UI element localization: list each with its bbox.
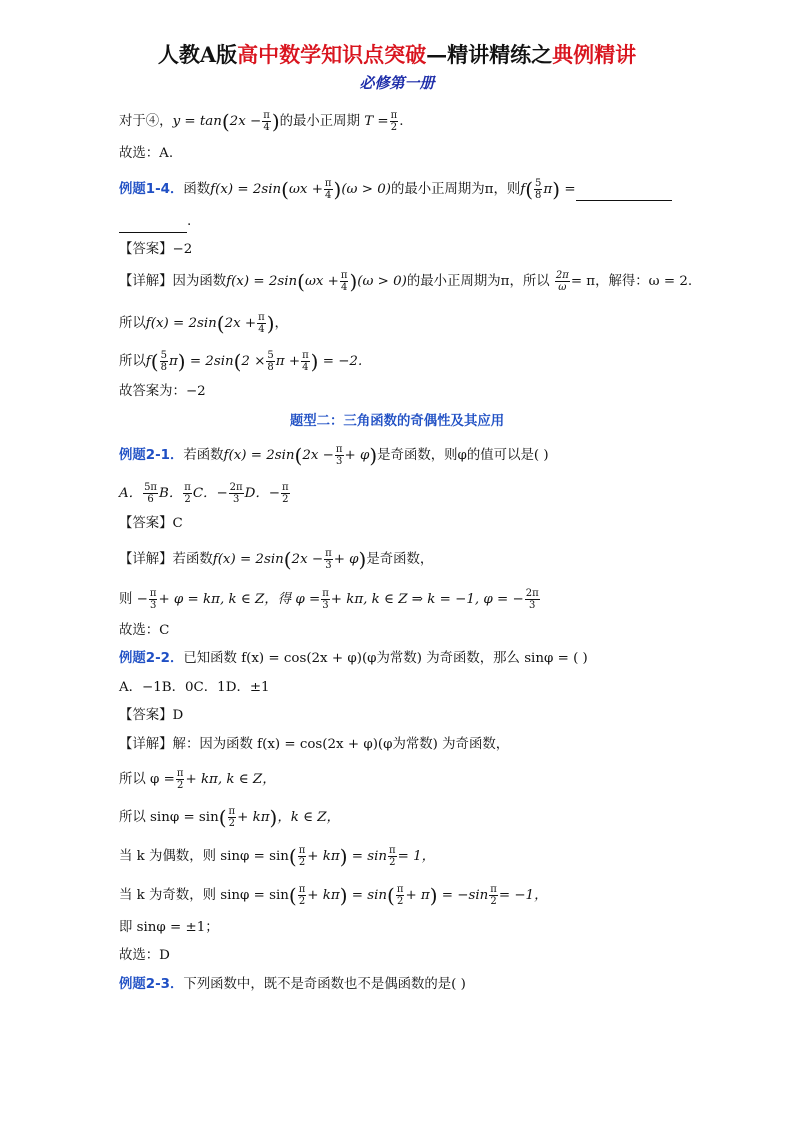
math: 2x −: [302, 448, 334, 463]
fraction: [388, 845, 397, 868]
math: ωx +: [288, 182, 323, 197]
example-label: 例题2-3．: [119, 977, 184, 992]
denominator: 3: [336, 456, 343, 467]
denominator: 4: [263, 122, 270, 133]
math: + kπ: [307, 849, 340, 864]
math: ，k ∈ Z，: [277, 810, 340, 825]
text: 的最小正周期: [279, 114, 360, 129]
paren: (: [294, 443, 303, 468]
math: 2x −: [291, 552, 324, 567]
so-line-1: [119, 312, 288, 335]
math: f(x) = 2sin: [223, 448, 295, 463]
math: = −sin: [441, 888, 489, 903]
detail-2-1: [119, 548, 433, 571]
denominator: 6: [147, 494, 154, 505]
numerator: π: [149, 588, 157, 599]
page-subtitle: 必修第一册: [359, 74, 435, 92]
denominator: 3: [528, 600, 536, 611]
math: + kπ: [307, 888, 340, 903]
fraction: [489, 884, 498, 907]
example-1-4: [119, 178, 672, 201]
numerator: π: [281, 482, 289, 493]
denominator: 4: [340, 282, 348, 293]
text: = π，解得：ω = 2.: [570, 274, 693, 289]
detail-2-2: 【详解】解：因为函数 f(x) = cos(2x + φ)(φ为常数) 为奇函数，: [119, 737, 510, 752]
step-line-5: 即 sinφ = ±1；: [119, 920, 219, 935]
text: 当 k 为偶数，则 sinφ = sin: [119, 849, 289, 864]
numerator: 5: [160, 350, 167, 361]
paren: (: [216, 311, 225, 336]
option-b: B．: [159, 486, 183, 501]
step-line-2: [119, 806, 340, 829]
paren: (: [387, 883, 395, 908]
paren: ): [339, 844, 348, 869]
math: = 1，: [397, 849, 436, 864]
step-line-1: [119, 768, 276, 791]
numerator: π: [258, 312, 265, 323]
denominator: 2: [282, 494, 289, 505]
math: ωx +: [304, 274, 339, 289]
numerator: π: [324, 178, 332, 189]
math: 2 ×: [241, 354, 266, 369]
math: + kπ, k ∈ Z ⇒ k = −1, φ = −: [330, 592, 524, 607]
math: y = tan: [172, 114, 222, 129]
numerator: 2π: [229, 482, 243, 493]
title-part-2: 高中数学知识点突破: [237, 42, 427, 67]
numerator: 5π: [144, 482, 157, 493]
fraction: [525, 588, 540, 611]
math: π: [543, 182, 553, 197]
example-2-1: [119, 444, 549, 467]
numerator: π: [490, 884, 497, 895]
denominator: 3: [149, 600, 157, 611]
paren: (: [150, 349, 159, 374]
math: f(x) = 2sin: [210, 182, 282, 197]
step-line-4: [119, 884, 547, 907]
fraction: [324, 178, 333, 201]
paren: (: [283, 547, 292, 572]
fraction: [534, 178, 542, 201]
select-2-1: 故选：C: [119, 623, 170, 638]
title-part-4: 典例精讲: [552, 42, 637, 67]
paren: (: [281, 177, 289, 202]
text: 所以: [119, 316, 146, 331]
option-a: A．: [119, 486, 143, 501]
math: = sin: [351, 888, 388, 903]
numerator: 5: [267, 350, 274, 361]
denominator: 3: [322, 600, 329, 611]
numerator: π: [340, 270, 348, 281]
math: = −1，: [498, 888, 548, 903]
numerator: 2π: [525, 588, 539, 599]
numerator: π: [390, 110, 398, 121]
denominator: 2: [298, 857, 306, 868]
option-d: D．−: [244, 486, 280, 501]
denominator: ω: [558, 282, 567, 293]
fraction: [555, 270, 570, 293]
page-title: [0, 42, 794, 68]
denominator: 2: [390, 122, 398, 133]
math: + kπ: [237, 810, 270, 825]
numerator: π: [228, 806, 236, 817]
fraction: [281, 482, 290, 505]
text: 下列函数中，既不是奇函数也不是偶函数的是( ): [183, 977, 466, 992]
paren: ): [349, 269, 358, 294]
step-line-6: 故选：D: [119, 948, 170, 963]
numerator: π: [389, 845, 396, 856]
answer-blank-cont: [119, 212, 191, 233]
example-label: 例题1-4．: [119, 182, 184, 197]
denominator: 8: [535, 190, 542, 201]
so-line-2: [119, 350, 362, 373]
denominator: 8: [267, 362, 274, 373]
title-part-1: 人教A版: [157, 42, 238, 67]
denominator: 2: [490, 896, 497, 907]
numerator: π: [325, 548, 332, 559]
math: + π: [405, 888, 430, 903]
math: T =: [364, 114, 389, 129]
example-2-2: [119, 649, 588, 669]
paren: (: [288, 883, 297, 908]
paren: (: [525, 177, 534, 202]
denominator: 3: [232, 494, 240, 505]
text: 若函数: [183, 448, 224, 463]
math: f(x) = 2sin: [212, 552, 284, 567]
title-part-3: —精讲精练之: [426, 42, 553, 67]
text: 所以 sinφ = sin: [119, 810, 219, 825]
math: 2x −: [229, 114, 262, 129]
math: π +: [275, 354, 301, 369]
fraction: [390, 110, 399, 133]
fraction: [228, 806, 237, 829]
math: (ω > 0): [357, 274, 407, 289]
math: + φ = kπ, k ∈ Z，得 φ =: [158, 592, 321, 607]
numerator: π: [176, 768, 184, 779]
step-line-3: [119, 845, 435, 868]
math: + φ: [344, 448, 370, 463]
text: 【详解】因为函数: [119, 274, 227, 289]
text: 【详解】若函数: [119, 552, 213, 567]
math: = 2sin: [189, 354, 234, 369]
denominator: 4: [258, 324, 265, 335]
paren: (: [288, 844, 297, 869]
fraction: [143, 482, 158, 505]
paren: ): [266, 311, 275, 336]
fraction: [229, 482, 244, 505]
fraction: [301, 350, 310, 373]
text: 所以 φ =: [119, 772, 175, 787]
denominator: 4: [325, 190, 332, 201]
options-2-2: A．−1B．0C．1D．±1: [119, 680, 270, 695]
numerator: π: [298, 884, 306, 895]
math: π: [168, 354, 178, 369]
paren: ): [429, 883, 438, 908]
paren: (: [221, 109, 230, 134]
math: f: [145, 354, 151, 369]
denominator: 2: [228, 818, 235, 829]
denominator: 2: [389, 857, 396, 868]
fraction: [160, 350, 168, 373]
numerator: 5: [535, 178, 542, 189]
detail-1-4: [119, 270, 692, 293]
text: 的最小正周期为π，则: [390, 182, 521, 197]
text: .: [187, 214, 192, 229]
math: f: [520, 182, 526, 197]
denominator: 2: [298, 896, 306, 907]
fraction: [176, 768, 185, 791]
numerator: π: [396, 884, 404, 895]
fraction: [340, 270, 349, 293]
numerator: 2π: [555, 270, 569, 281]
example-2-3: [119, 975, 466, 995]
paren: ): [358, 547, 367, 572]
fraction: [149, 588, 158, 611]
text: 是奇函数，则φ的值可以是( ): [377, 448, 549, 463]
paren: (: [218, 805, 227, 830]
fraction: [321, 588, 330, 611]
math: = −2.: [322, 354, 363, 369]
math: f(x) = 2sin: [226, 274, 298, 289]
fraction: [324, 548, 333, 571]
text: 则 −: [119, 592, 148, 607]
numerator: π: [322, 588, 329, 599]
text: 已知函数 f(x) = cos(2x + φ)(φ为常数) 为奇函数，那么 sinφ = ( ): [183, 651, 588, 666]
numerator: π: [184, 482, 191, 493]
text: 对于④，: [119, 114, 173, 129]
fraction: [298, 884, 307, 907]
so-line-3: 故答案为：−2: [119, 384, 206, 399]
paren: ): [269, 805, 278, 830]
answer-2-2: 【答案】D: [119, 708, 184, 723]
fraction: [257, 312, 266, 335]
text: 是奇函数，: [366, 552, 434, 567]
choose-a-line: 故选：A.: [119, 146, 174, 161]
paren: ): [369, 443, 378, 468]
paren: ): [271, 109, 280, 134]
math: = sin: [351, 849, 388, 864]
paren: (: [233, 349, 242, 374]
math: + φ: [333, 552, 359, 567]
numerator: π: [263, 110, 270, 121]
denominator: 2: [184, 494, 191, 505]
option-c: C．−: [192, 486, 228, 501]
answer-blank: [119, 212, 187, 233]
text: .: [399, 114, 404, 129]
denominator: 2: [176, 780, 184, 791]
fraction: [298, 845, 307, 868]
numerator: π: [335, 444, 343, 455]
text: 函数: [183, 182, 211, 197]
fraction: [183, 482, 192, 505]
numerator: π: [298, 845, 306, 856]
text: 所以: [119, 354, 146, 369]
example-label: 例题2-2．: [119, 651, 184, 666]
answer-blank: [576, 180, 672, 201]
text: 当 k 为奇数，则 sinφ = sin: [119, 888, 289, 903]
denominator: 4: [302, 362, 309, 373]
math: f(x) = 2sin: [145, 316, 217, 331]
answer-1-4: 【答案】−2: [119, 242, 193, 257]
paren: ): [339, 883, 348, 908]
numerator: π: [302, 350, 309, 361]
math: 2x +: [224, 316, 257, 331]
fraction: [266, 350, 274, 373]
example-label: 例题2-1．: [119, 448, 184, 463]
paren: ): [333, 177, 342, 202]
text: ，: [274, 316, 288, 331]
math: (ω > 0): [341, 182, 391, 197]
denominator: 2: [396, 896, 404, 907]
paren: ): [310, 349, 319, 374]
line-item-4: [119, 110, 404, 133]
answer-2-1: 【答案】C: [119, 516, 183, 531]
text: 的最小正周期为π，所以: [406, 274, 550, 289]
fraction: [396, 884, 405, 907]
section-heading: 题型二：三角函数的奇偶性及其应用: [289, 414, 505, 429]
math: =: [564, 182, 576, 197]
paren: ): [177, 349, 186, 374]
paren: (: [297, 269, 305, 294]
then-line: [119, 588, 541, 611]
options-2-1: [119, 482, 291, 505]
math: + kπ, k ∈ Z，: [185, 772, 276, 787]
denominator: 8: [160, 362, 167, 373]
fraction: [335, 444, 344, 467]
paren: ): [552, 177, 561, 202]
denominator: 3: [325, 560, 332, 571]
fraction: [262, 110, 271, 133]
